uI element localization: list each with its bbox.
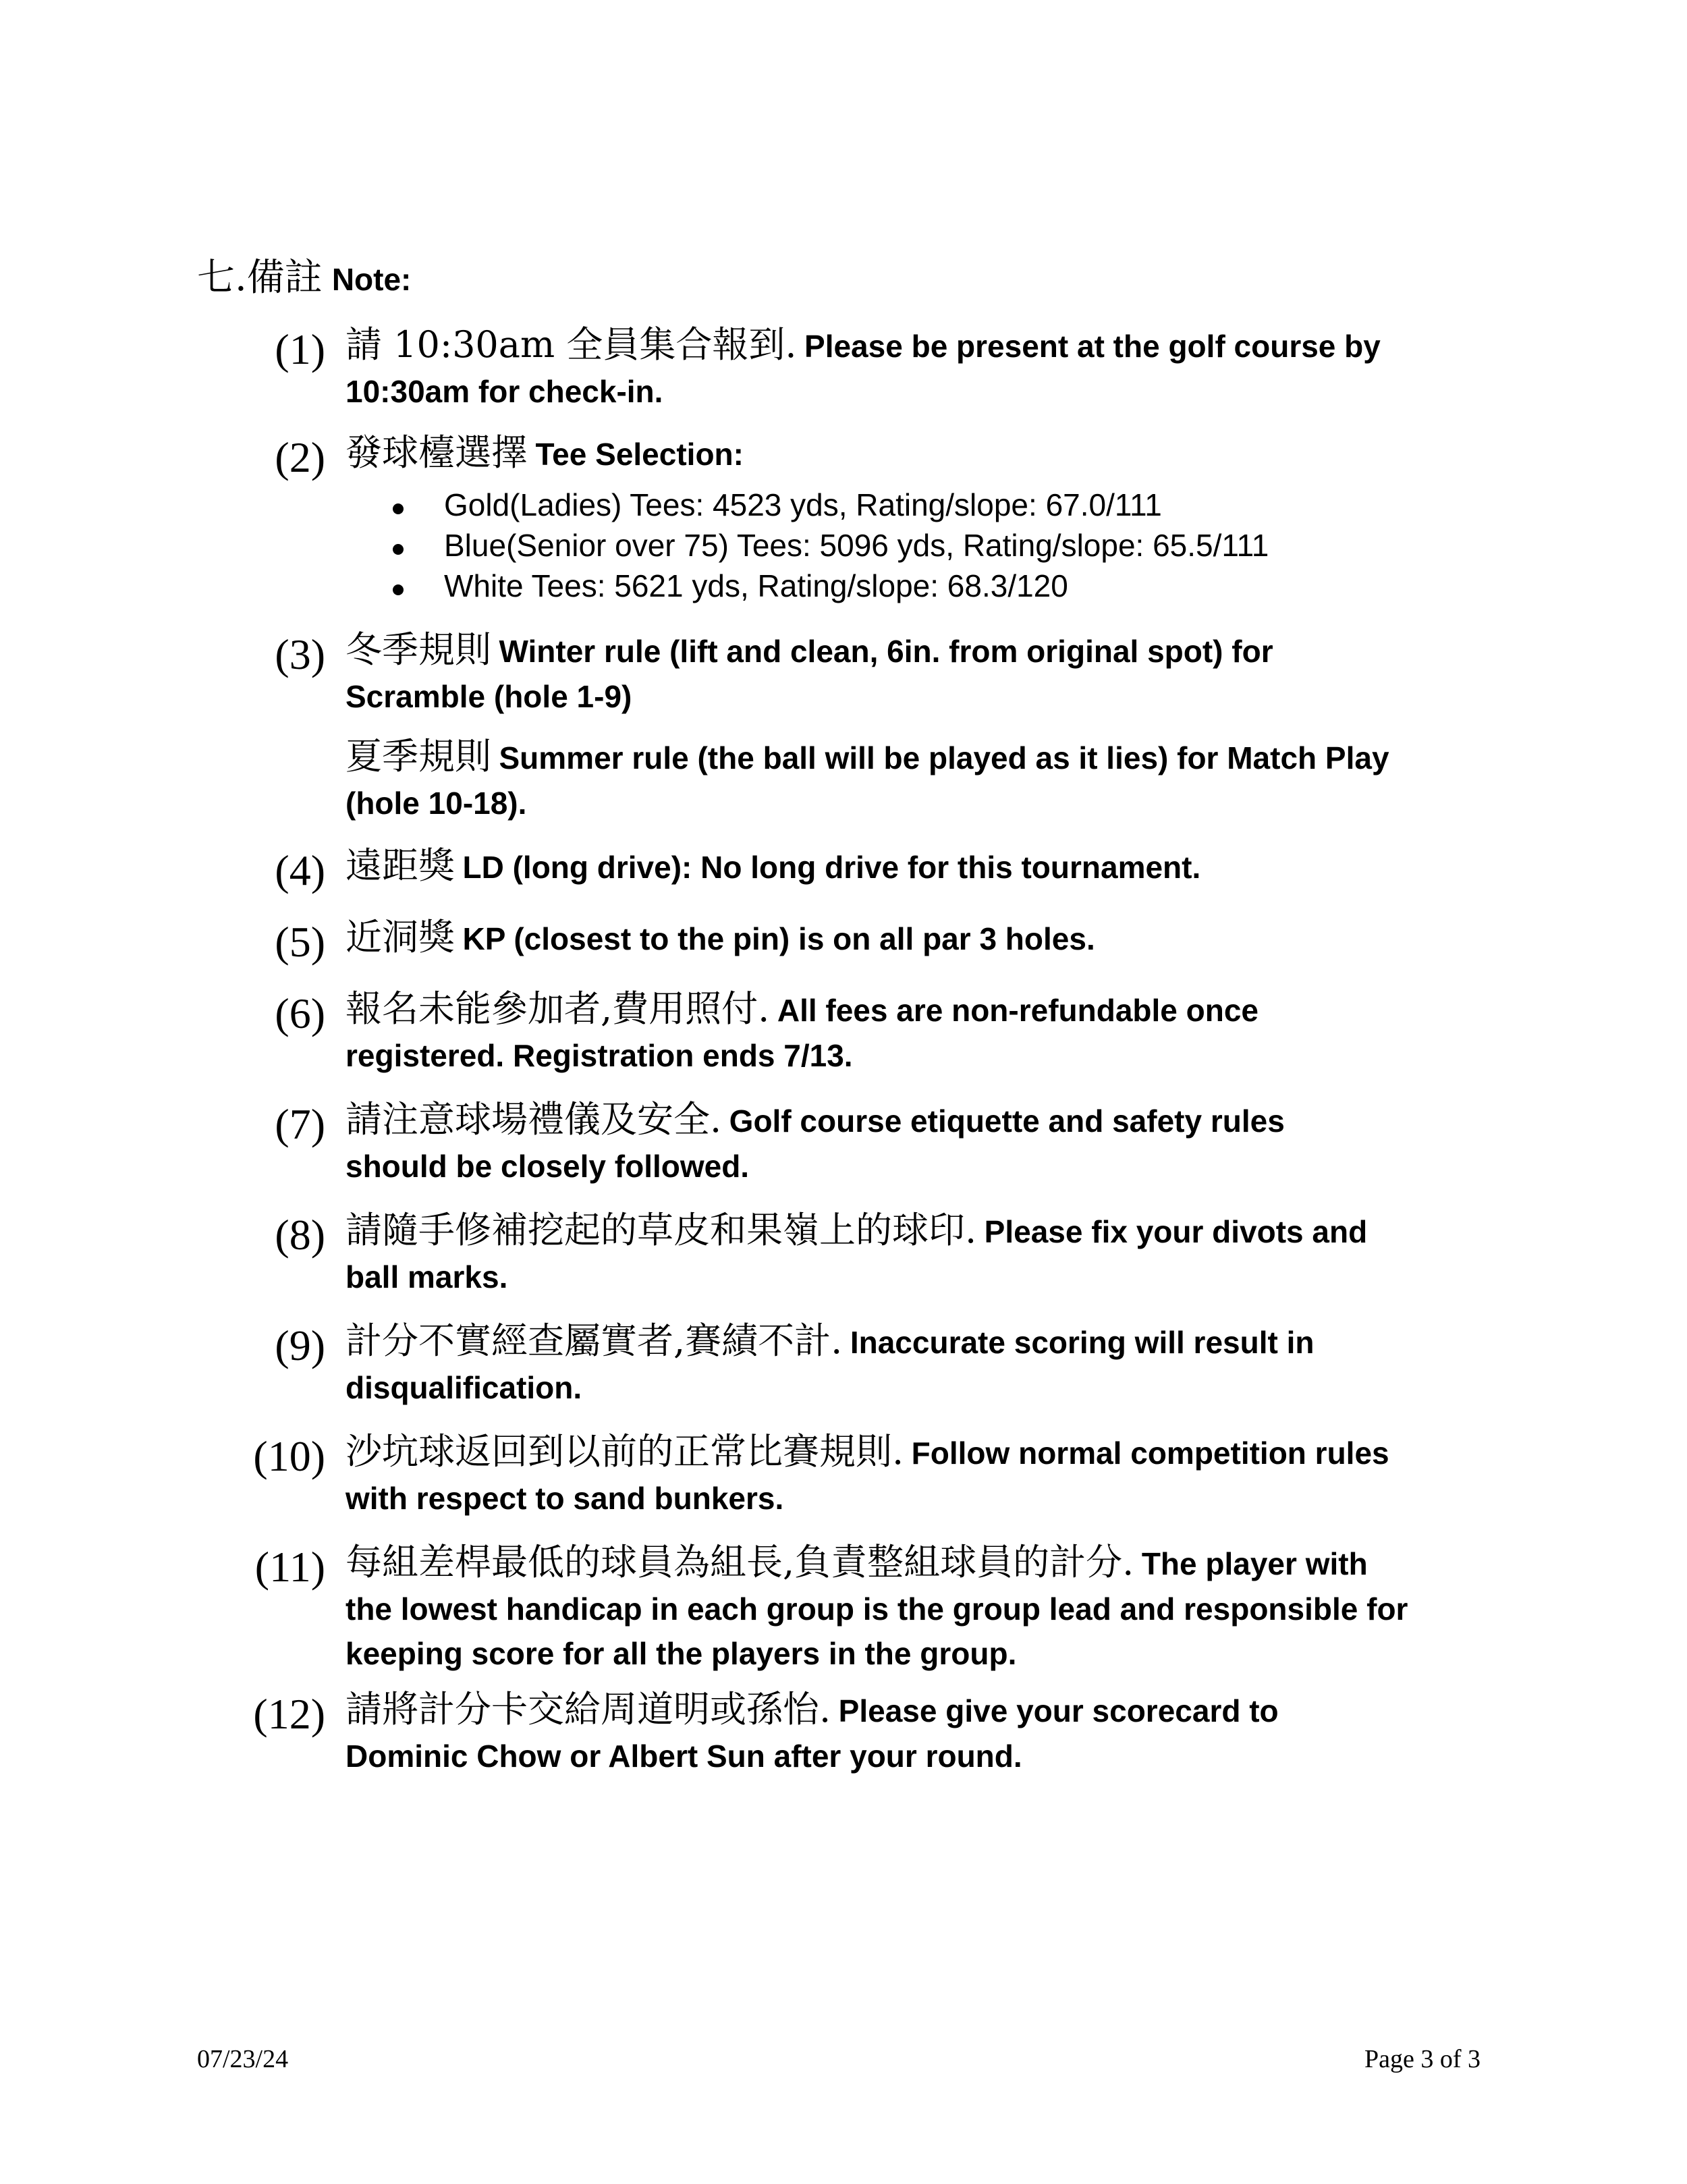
- note-text-zh: 夏季規則: [345, 735, 491, 777]
- note-text-en: All fees are non-refundable once: [777, 993, 1259, 1028]
- note-text-zh: 近洞獎: [345, 916, 455, 958]
- note-text-en-cont: 10:30am for check-in.: [345, 374, 663, 409]
- note-number: (8): [275, 1211, 325, 1259]
- note-text-zh: 沙坑球返回到以前的正常比賽規則.: [345, 1430, 904, 1473]
- bullet-icon: [393, 584, 404, 595]
- note-number: (2): [275, 433, 325, 481]
- note-number: (7): [275, 1100, 325, 1148]
- note-text-zh: 請隨手修補挖起的草皮和果嶺上的球印.: [345, 1209, 977, 1251]
- note-text-en-cont: with respect to sand bunkers.: [345, 1481, 784, 1516]
- note-text-zh: 請注意球場禮儀及安全.: [345, 1098, 722, 1141]
- note-text-en: Follow normal competition rules: [911, 1436, 1389, 1471]
- note-text-en-cont: ball marks.: [345, 1259, 508, 1294]
- note-text-en: Please fix your divots and: [984, 1214, 1368, 1249]
- note-text-zh: 發球檯選擇: [345, 431, 528, 474]
- note-text-en-cont: registered. Registration ends 7/13.: [345, 1038, 853, 1073]
- note-number: (4): [275, 846, 325, 894]
- note-text-zh: 每組差桿最低的球員為組長,負責整組球員的計分.: [345, 1541, 1134, 1583]
- note-text-en: Tee Selection:: [535, 437, 744, 472]
- footer-date: 07/23/24: [197, 2045, 289, 2073]
- note-text-en: LD (long drive): No long drive for this tournament.: [462, 850, 1201, 885]
- section-heading-en: Note:: [331, 262, 412, 297]
- note-text-zh: 冬季規則: [345, 628, 491, 671]
- note-number: (5): [275, 918, 325, 966]
- note-text-en-cont: disqualification.: [345, 1370, 582, 1405]
- tee-option-white: White Tees: 5621 yds, Rating/slope: 68.3/120: [444, 568, 1068, 603]
- footer-page-number: Page 3 of 3: [1364, 2045, 1481, 2073]
- note-text-en-cont: Scramble (hole 1-9): [345, 679, 632, 714]
- note-text-en-cont: Dominic Chow or Albert Sun after your round.: [345, 1739, 1022, 1774]
- note-text-en: Winter rule (lift and clean, 6in. from original spot) for: [499, 634, 1273, 669]
- note-text-en: Golf course etiquette and safety rules: [729, 1103, 1285, 1139]
- note-text-en-cont: should be closely followed.: [345, 1149, 750, 1184]
- note-text-zh: 遠距獎: [345, 844, 455, 887]
- note-text-en-cont: (hole 10-18).: [345, 786, 527, 821]
- tee-option-blue: Blue(Senior over 75) Tees: 5096 yds, Rating/slope: 65.5/111: [444, 528, 1269, 563]
- note-number: (6): [275, 989, 325, 1037]
- note-text-en: KP (closest to the pin) is on all par 3 holes.: [462, 921, 1095, 956]
- bullet-icon: [393, 544, 404, 555]
- section-heading-zh: 七.備註: [197, 256, 323, 300]
- section-heading: [197, 251, 411, 306]
- note-text-zh: 請將計分卡交給周道明或孫怡.: [345, 1688, 831, 1730]
- bullet-icon: [393, 503, 404, 514]
- note-text-en-cont: keeping score for all the players in the group.: [345, 1636, 1017, 1671]
- note-text-en: Please give your scorecard to: [838, 1693, 1279, 1728]
- tee-option-gold: Gold(Ladies) Tees: 4523 yds, Rating/slope: 67.0/111: [444, 487, 1162, 522]
- note-number: (11): [254, 1543, 325, 1591]
- note-text-en: Inaccurate scoring will result in: [850, 1325, 1315, 1360]
- note-text-en: The player with: [1141, 1546, 1368, 1581]
- note-text-zh: 報名未能參加者,費用照付.: [345, 987, 770, 1030]
- note-number: (1): [275, 325, 325, 373]
- note-text-zh: 計分不實經查屬實者,賽績不計.: [345, 1319, 843, 1362]
- note-text-zh: 請 10:30am 全員集合報到.: [345, 323, 797, 366]
- note-text-en: Please be present at the golf course by: [804, 329, 1381, 364]
- note-number: (3): [275, 630, 325, 678]
- note-number: (12): [253, 1690, 325, 1738]
- note-text-en: Summer rule (the ball will be played as it lies) for Match Play: [499, 740, 1389, 775]
- note-number: (9): [275, 1321, 325, 1369]
- note-number: (10): [253, 1432, 325, 1480]
- note-text-en-cont: the lowest handicap in each group is the group lead and responsible for: [345, 1591, 1408, 1627]
